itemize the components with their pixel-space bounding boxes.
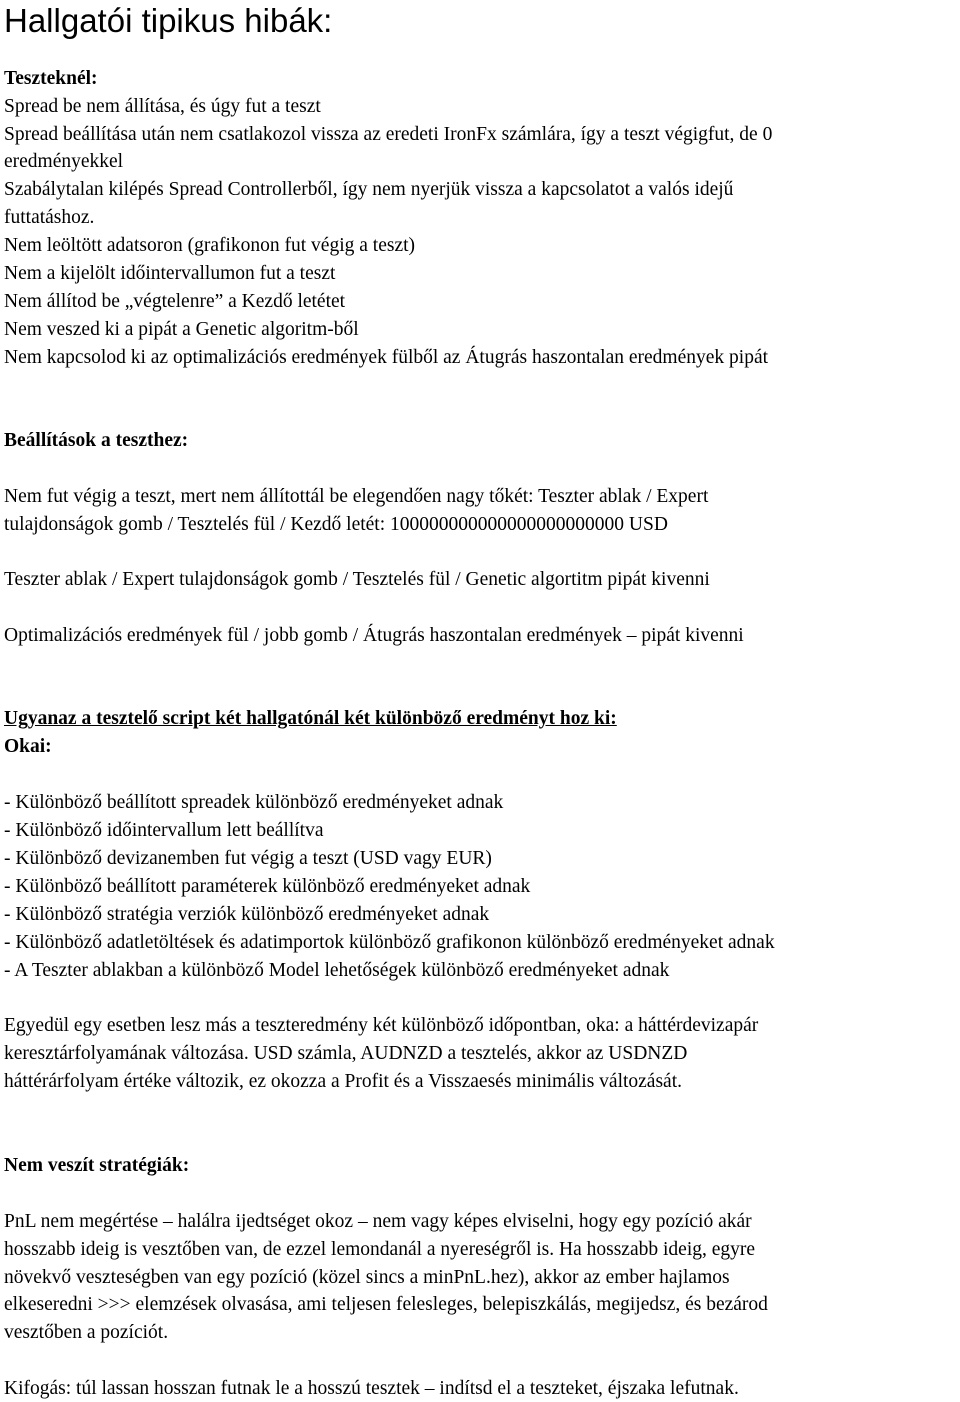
text-line: eredményekkel <box>4 151 124 172</box>
section-heading-nem-veszit: Nem veszít stratégiák: <box>4 1155 190 1176</box>
text-line: tulajdonságok gomb / Tesztelés fül / Kezdő letét: 100000000000000000000000 USD <box>4 514 668 535</box>
text-line: Nem veszed ki a pipát a Genetic algoritm-ből <box>4 319 359 340</box>
list-item: - Különböző adatletöltések és adatimportok különböző grafikonon különböző eredményeket adnak <box>4 932 775 953</box>
section-heading-teszteknel: Teszteknél: <box>4 68 98 89</box>
text-line: elkeseredni >>> elemzések olvasása, ami teljesen felesleges, belepiszkálás, megijedsz, és bezárod <box>4 1294 768 1315</box>
text-line: Nem kapcsolod ki az optimalizációs eredmények fülből az Átugrás haszontalan eredmények pipát <box>4 347 769 368</box>
list-item: - Különböző devizanemben fut végig a teszt (USD vagy EUR) <box>4 848 492 869</box>
text-line: növekvő veszteségben van egy pozíció (közel sincs a minPnL.hez), akkor az ember hajlamos <box>4 1267 730 1288</box>
list-item: - Különböző beállított paraméterek különböző eredményeket adnak <box>4 876 531 897</box>
section-heading-ugyanaz: Ugyanaz a tesztelő script két hallgatónál két különböző eredményt hoz ki: <box>4 708 617 729</box>
text-line: hosszabb ideig is vesztőben van, de ezzel lemondanál a nyereségről is. Ha hosszabb ideig, egyre <box>4 1239 756 1260</box>
text-line: futtatáshoz. <box>4 207 95 228</box>
section-subheading-okai: Okai: <box>4 736 52 757</box>
text-line: Teszter ablak / Expert tulajdonságok gomb / Tesztelés fül / Genetic algortitm pipát kivenni <box>4 569 710 590</box>
text-line: Spread be nem állítása, és úgy fut a teszt <box>4 96 321 117</box>
text-line: Spread beállítása után nem csatlakozol vissza az eredeti IronFx számlára, így a teszt végigfut, de 0 <box>4 124 773 145</box>
text-line: PnL nem megértése – halálra ijedtséget okoz – nem vagy képes elviselni, hogy egy pozíció akár <box>4 1211 752 1232</box>
text-line: keresztárfolyamának változása. USD számla, AUDNZD a tesztelés, akkor az USDNZD <box>4 1043 688 1064</box>
section-heading-beallitasok: Beállítások a teszthez: <box>4 430 189 451</box>
text-line: Nem fut végig a teszt, mert nem állítottál be elegendően nagy tőkét: Teszter ablak / Expert <box>4 486 709 507</box>
text-line: Optimalizációs eredmények fül / jobb gomb / Átugrás haszontalan eredmények – pipát kivenni <box>4 625 744 646</box>
objection-text: Kifogás: túl lassan hosszan futnak le a hosszú tesztek – indítsd el a teszteket, éjszaka lefutnak. <box>4 1378 739 1399</box>
text-line: háttérárfolyam értéke változik, ez okozza a Profit és a Visszaesés minimális változását. <box>4 1071 682 1092</box>
text-line: Nem állítod be „végtelenre” a Kezdő letétet <box>4 291 346 312</box>
list-item: - Különböző beállított spreadek különböző eredményeket adnak <box>4 792 504 813</box>
page-title: Hallgatói tipikus hibák: <box>4 2 333 39</box>
list-item: - Különböző időintervallum lett beállítva <box>4 820 324 841</box>
text-line: vesztőben a pozíciót. <box>4 1322 169 1343</box>
list-item: - Különböző stratégia verziók különböző eredményeket adnak <box>4 904 490 925</box>
text-line: Nem a kijelölt időintervallumon fut a teszt <box>4 263 336 284</box>
list-item: - A Teszter ablakban a különböző Model lehetőségek különböző eredményeket adnak <box>4 960 670 981</box>
text-line: Egyedül egy esetben lesz más a teszteredmény két különböző időpontban, oka: a háttérdevizapár <box>4 1015 759 1036</box>
text-line: Szabálytalan kilépés Spread Controllerből, így nem nyerjük vissza a kapcsolatot a valós idejű <box>4 179 734 200</box>
text-line: Nem leöltött adatsoron (grafikonon fut végig a teszt) <box>4 235 416 256</box>
